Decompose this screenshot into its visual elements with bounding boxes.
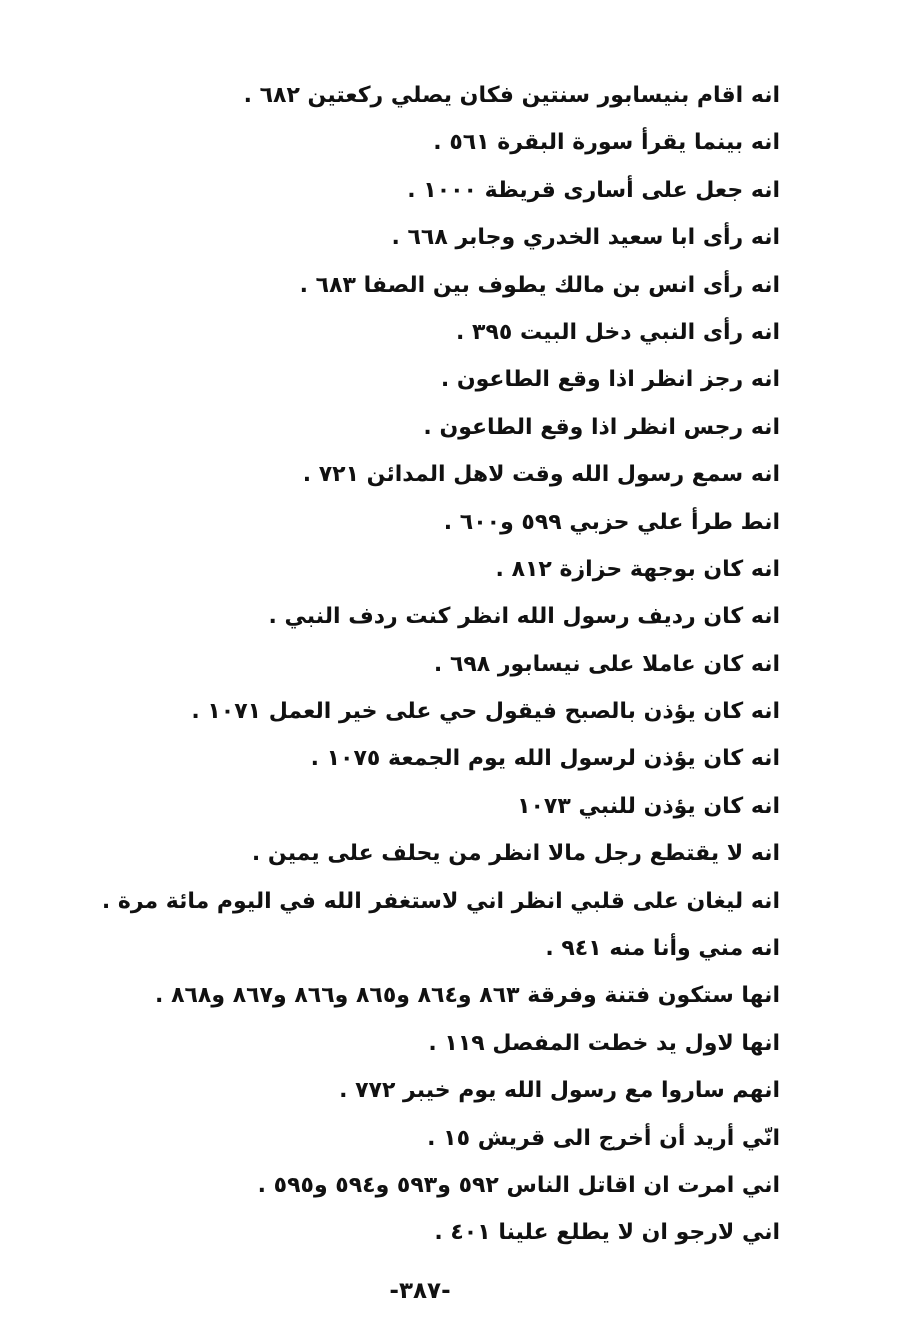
index-entry: انه كان يؤذن للنبي ١٠٧٣ <box>517 793 780 819</box>
index-entry: انه مني وأنا منه ٩٤١ . <box>545 936 780 962</box>
index-entry: انها ستكون فتنة وفرقة ٨٦٣ و٨٦٤ و٨٦٥ و٨٦٦ و٨٦٧ و٨٦٨ . <box>155 983 780 1009</box>
index-entry: انه رجز انظر اذا وقع الطاعون . <box>440 367 780 393</box>
index-entry: انه سمع رسول الله وقت لاهل المدائن ٧٢١ . <box>302 462 780 488</box>
index-entry: انّي أريد أن أخرج الى قريش ١٥ . <box>427 1125 780 1151</box>
index-entry: انه لا يقتطع رجل مالا انظر من يحلف على يمين . <box>251 841 780 867</box>
index-entry: اني امرت ان اقاتل الناس ٥٩٢ و٥٩٣ و٥٩٤ و٥٩٥ . <box>257 1172 780 1198</box>
index-entry: انه كان بوجهة حزازة ٨١٢ . <box>495 556 780 582</box>
index-entry: انه بينما يقرأ سورة البقرة ٥٦١ . <box>433 130 780 156</box>
index-entry: انه كان يؤذن لرسول الله يوم الجمعة ١٠٧٥ . <box>310 746 780 772</box>
index-entry: انه رجس انظر اذا وقع الطاعون . <box>423 414 780 440</box>
index-entry: انه كان رديف رسول الله انظر كنت ردف النبي . <box>268 604 780 630</box>
index-entry: انه رأى النبي دخل البيت ٣٩٥ . <box>456 319 780 345</box>
index-entry: انه اقام بنيسابور سنتين فكان يصلي ركعتين ٦٨٢ . <box>243 83 780 108</box>
index-entry: انه جعل على أسارى قريظة ١٠٠٠ . <box>407 177 780 203</box>
index-entry: انها لاول يد خطت المفصل ١١٩ . <box>428 1030 780 1056</box>
page-number: -٣٨٧- <box>389 1278 451 1304</box>
index-entry: انط طرأ علي حزبي ٥٩٩ و٦٠٠ . <box>443 509 780 535</box>
index-entry: انه كان عاملا على نيسابور ٦٩٨ . <box>433 651 780 677</box>
index-entry: انهم ساروا مع رسول الله يوم خيبر ٧٧٢ . <box>339 1078 780 1104</box>
index-entry: انه رأى ابا سعيد الخدري وجابر ٦٦٨ . <box>391 225 780 251</box>
index-entry: اني لارجو ان لا يطلع علينا ٤٠١ . <box>434 1220 780 1246</box>
index-entry: انه رأى انس بن مالك يطوف بين الصفا ٦٨٣ . <box>299 272 780 298</box>
index-entry: انه ليغان على قلبي انظر اني لاستغفر الله في اليوم مائة مرة . <box>101 888 780 914</box>
index-entry-list <box>101 72 780 1257</box>
index-entry: انه كان يؤذن بالصبح فيقول حي على خير العمل ١٠٧١ . <box>191 699 780 725</box>
